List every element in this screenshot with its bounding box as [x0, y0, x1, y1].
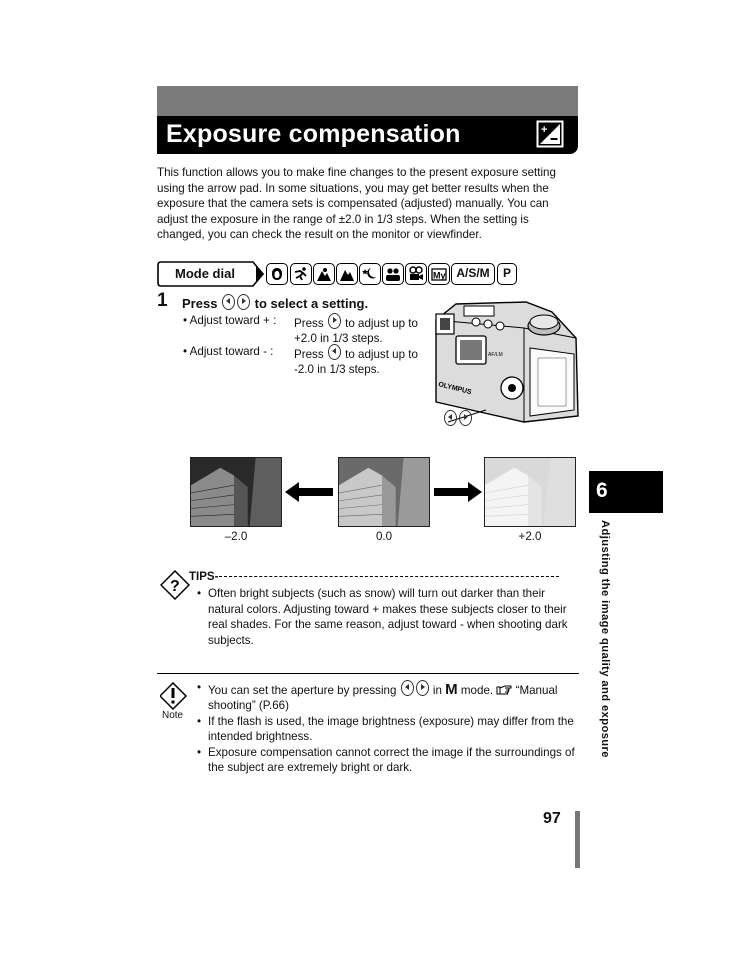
bullet-plus-post: to adjust up to: [345, 317, 418, 330]
note-item-aperture: [196, 680, 579, 714]
note-a-ref: “Manual shooting” (P.66): [208, 684, 558, 713]
sports-icon: [290, 263, 312, 285]
bullet-minus-text: [294, 344, 422, 378]
step-tail: to select a setting.: [254, 296, 369, 311]
tips-dashed-rule: [219, 576, 559, 577]
bullet-plus-label: • Adjust toward + :: [183, 314, 277, 327]
exposure-compensation-icon: [536, 120, 564, 148]
left-arrow-key-icon: [401, 680, 414, 696]
chapter-number: 6: [596, 479, 608, 502]
left-arrow-key-icon: [328, 344, 341, 360]
intro-paragraph: This function allows you to make fine changes to the present exposure setting using the arrow pad. In some situations, you may get better results when the exposure that the camera sets is compensated (adjusted) manually. You can adjust the exposure in the range of ±2.0 in 1/3 steps. When the setting is changed, you can check the result on the monitor or viewfinder.: [157, 166, 556, 242]
step-press-word: Press: [182, 296, 218, 311]
left-arrow-key-icon: [222, 294, 235, 310]
photo-plus: [484, 457, 576, 527]
my-mode-icon: [428, 263, 450, 285]
page-number: 97: [543, 810, 561, 827]
photo-label-minus: –2.0: [224, 530, 248, 543]
chapter-title-vertical: [596, 520, 614, 790]
header-grey-band: [157, 86, 578, 116]
right-arrow-key-icon: [237, 294, 250, 310]
svg-text:?: ?: [170, 578, 180, 595]
right-arrow-key-icon: [328, 313, 341, 329]
portrait-icon: [266, 263, 288, 285]
asm-mode-box: A/S/M: [451, 263, 495, 285]
night-scene-icon: [359, 263, 381, 285]
mode-dial-label: Mode dial: [175, 266, 235, 281]
tips-label: [189, 570, 218, 584]
step-instruction: [182, 294, 368, 312]
bullet-plus-text: [294, 313, 422, 347]
landscape-icon: [336, 263, 358, 285]
tips-list: [196, 586, 579, 648]
note-item-flash: • If the flash is used, the image brightness (exposure) may differ from the intended brightness.: [196, 714, 579, 745]
landscape-portrait-icon: [313, 263, 335, 285]
left-arrow-key-icon: [444, 410, 457, 426]
chapter-title: Adjusting the image quality and exposure: [599, 520, 611, 758]
tips-item: • Often bright subjects (such as snow) will turn out darker than their natural colors. Adjusting toward + makes these subjects closer to their real shades. For the same reason, adjust toward - when shooting dark subjects.: [196, 586, 579, 648]
note-list: [196, 680, 579, 775]
tips-dash-char: -: [214, 571, 219, 583]
photo-zero: [338, 457, 430, 527]
section-divider: [157, 673, 579, 674]
pointing-hand-icon: [496, 684, 512, 695]
tips-question-icon: [160, 570, 190, 600]
page-number-bar: [575, 811, 580, 868]
photo-minus: [190, 457, 282, 527]
step-number: 1: [157, 290, 168, 311]
photo-label-zero: 0.0: [375, 530, 393, 543]
bullet-minus-pre: Press: [294, 348, 324, 361]
right-arrow-key-icon: [459, 410, 472, 426]
arrow-left-icon: [285, 482, 333, 502]
photo-label-plus: +2.0: [518, 530, 542, 543]
bullet-minus-line2: -2.0 in 1/3 steps.: [294, 363, 380, 377]
svg-text:AF/LM: AF/LM: [488, 352, 503, 358]
tips-label-text: TIPS: [189, 571, 215, 583]
svg-text:+: +: [541, 124, 548, 136]
note-a-in: in: [432, 684, 442, 697]
p-mode-box: P: [497, 263, 517, 285]
note-a-mid: mode.: [460, 684, 494, 697]
camera-arrow-keys: [443, 410, 473, 426]
note-a-pre: You can set the aperture by pressing: [208, 684, 397, 697]
svg-text:My: My: [433, 270, 446, 281]
bullet-plus-pre: Press: [294, 317, 324, 330]
arrow-right-icon: [434, 482, 482, 502]
note-label: Note: [162, 710, 184, 721]
right-arrow-key-icon: [416, 680, 429, 696]
bullet-plus-line2: +2.0 in 1/3 steps.: [294, 332, 383, 346]
bullet-minus-label: • Adjust toward - :: [183, 345, 274, 358]
bullet-minus-post: to adjust up to: [345, 348, 418, 361]
camera-brand: OLYMPUS: [437, 381, 473, 397]
manual-mode-glyph: M: [445, 681, 458, 698]
page-title: Exposure compensation: [166, 120, 461, 148]
self-portrait-icon: [382, 263, 404, 285]
movie-icon: [405, 263, 427, 285]
note-item-limit: • Exposure compensation cannot correct the image if the surroundings of the subject are extremely bright or dark.: [196, 745, 579, 776]
note-exclamation-icon: [160, 682, 190, 710]
